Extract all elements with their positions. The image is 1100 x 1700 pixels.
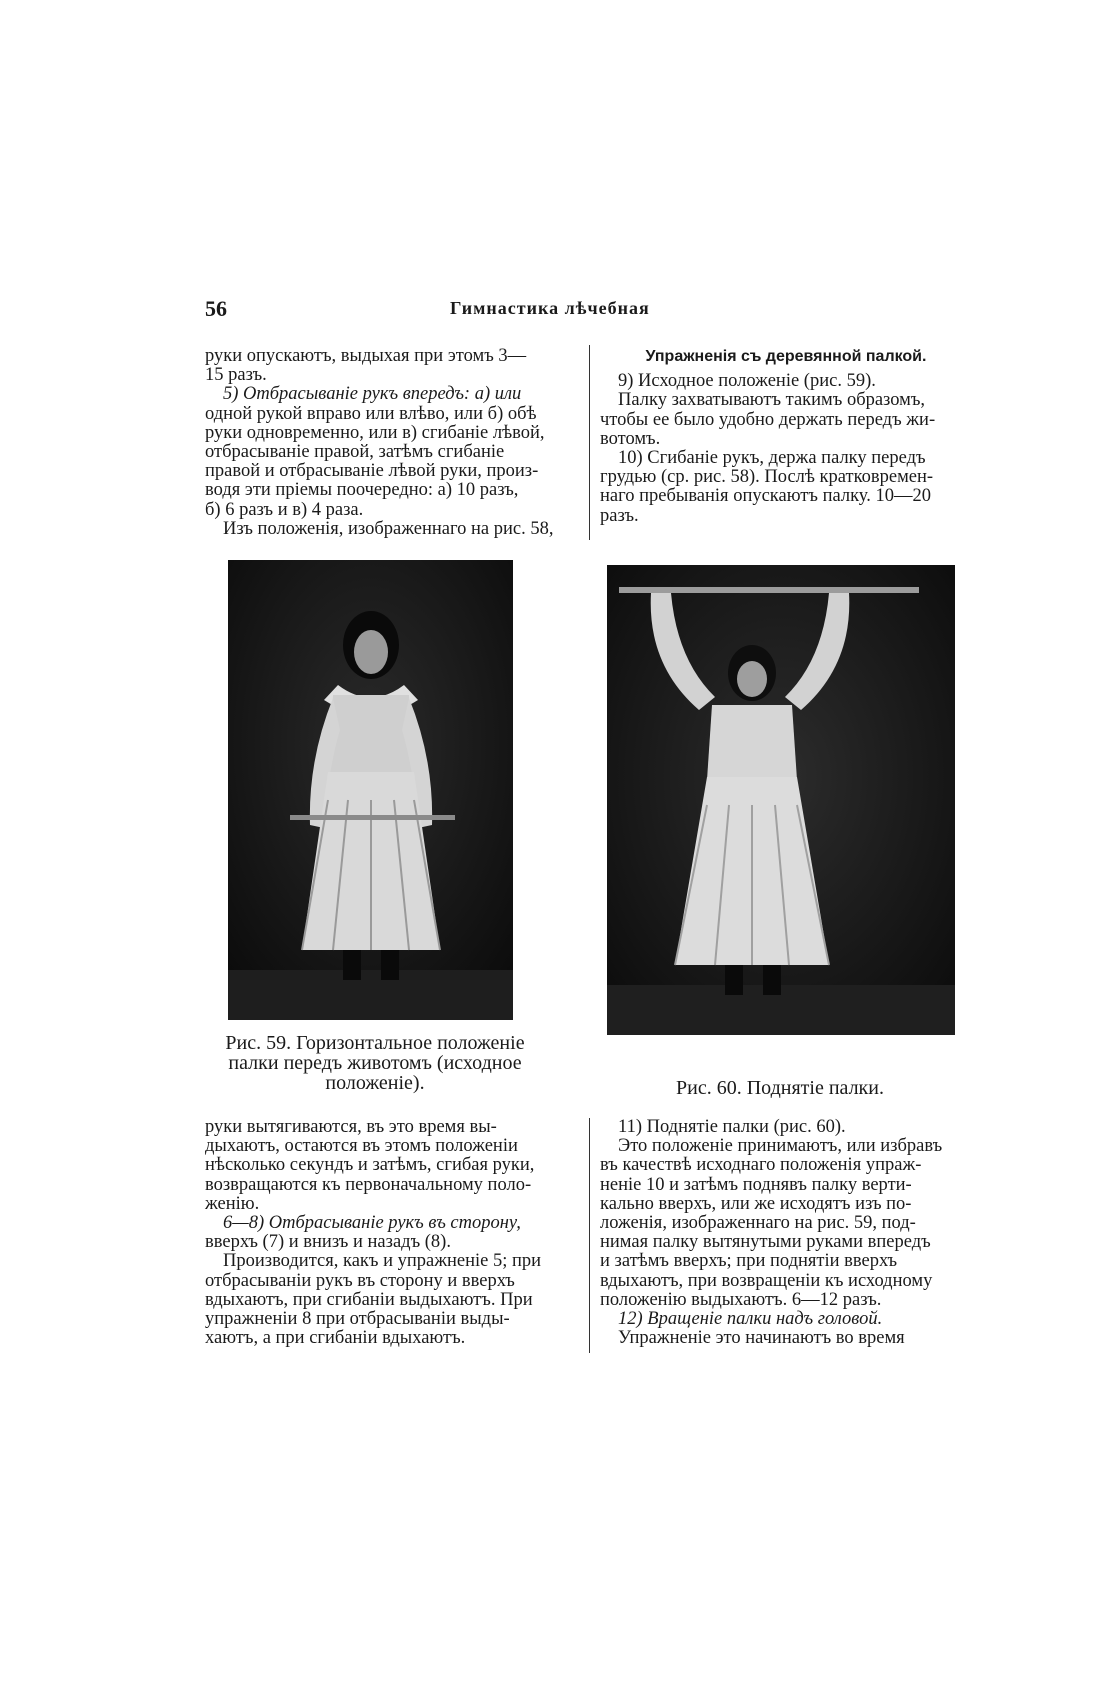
left-column-bottom <box>205 1118 580 1348</box>
text-line: въ качествѣ исходнаго положенія упраж- <box>600 1155 922 1176</box>
text-line: вдыхаютъ, при сгибаніи выдыхаютъ. При <box>205 1289 533 1310</box>
text-line: отбрасываніи рукъ въ сторону и вверхъ <box>205 1270 515 1291</box>
right-column-top <box>600 347 972 526</box>
text-line: руки одновременно, или в) сгибаніе лѣвой, <box>205 422 545 443</box>
text-line: 5) Отбрасываніе рукъ впередъ: а) или <box>223 384 522 405</box>
text-line: правой и отбрасываніе лѣвой руки, произ- <box>205 461 539 482</box>
text-line: ложенія, изображеннаго на рис. 59, под- <box>600 1213 916 1234</box>
text-line: нимая палку вытянутыми руками впередъ <box>600 1232 931 1253</box>
text-line: 10) Сгибаніе рукъ, держа палку передъ <box>618 448 926 469</box>
text-line: возвращаются къ первоначальному поло- <box>205 1174 532 1195</box>
right-column-bottom <box>600 1118 972 1348</box>
text-line: положенію выдыхаютъ. 6—12 разъ. <box>600 1289 882 1310</box>
text-line: Палку захватываютъ такимъ образомъ, <box>618 390 926 411</box>
text-line: отбрасываніе правой, затѣмъ сгибаніе <box>205 442 505 463</box>
text-line: 9) Исходное положеніе (рис. 59). <box>618 371 876 392</box>
text-line: грудью (ср. рис. 58). Послѣ кратковремен- <box>600 467 934 488</box>
text-line: неніе 10 и затѣмъ поднявъ палку верти- <box>600 1174 912 1195</box>
figure-60-photo <box>607 565 955 1035</box>
text-line: вдыхаютъ, при возвращеніи къ исходному <box>600 1270 933 1291</box>
text-line: 6—8) Отбрасываніе рукъ въ сторону, <box>223 1213 521 1234</box>
caption-line: положеніе). <box>325 1072 425 1094</box>
text-line: чтобы ее было удобно держать передъ жи- <box>600 409 936 430</box>
text-line: 15 разъ. <box>205 365 267 386</box>
text-line: водя эти пріемы поочередно: а) 10 разъ, <box>205 480 519 501</box>
text-line: дыхаютъ, остаются въ этомъ положеніи <box>205 1136 518 1157</box>
page-number: 56 <box>205 296 227 321</box>
figure-59-photo <box>228 560 513 1020</box>
figure-60-caption: Рис. 60. Поднятіе палки. <box>676 1077 884 1099</box>
text-line: упражненіи 8 при отбрасываніи выды- <box>205 1309 510 1330</box>
text-line: 11) Поднятіе палки (рис. 60). <box>618 1117 846 1137</box>
text-line: одной рукой вправо или влѣво, или б) обѣ <box>205 403 537 424</box>
column-divider-bottom <box>589 1118 590 1353</box>
text-line: б) 6 разъ и в) 4 раза. <box>205 499 364 520</box>
column-divider-top <box>589 345 590 540</box>
text-line: кально вверхъ, или же исходятъ изъ по- <box>600 1193 912 1214</box>
text-line: руки опускаютъ, выдыхая при этомъ 3— <box>205 346 527 366</box>
left-column-top <box>205 347 580 539</box>
text-line: женію. <box>205 1193 260 1214</box>
text-line: разъ. <box>600 505 639 526</box>
text-line: 12) Вращеніе палки надъ головой. <box>618 1309 883 1330</box>
girl-raising-stick-overhead-illustration <box>607 565 955 1035</box>
section-subheading: Упражненія съ деревянной палкой. <box>645 348 927 365</box>
caption-line: палки передъ животомъ (исходное <box>228 1052 522 1074</box>
text-line: Упражненіе это начинаютъ во время <box>618 1328 905 1349</box>
text-line: Изъ положенія, изображеннаго на рис. 58, <box>223 518 554 539</box>
running-header <box>205 296 925 326</box>
text-line: вотомъ. <box>600 428 661 449</box>
girl-holding-stick-at-waist-illustration <box>228 560 513 1020</box>
text-line: Производится, какъ и упражненіе 5; при <box>223 1251 542 1272</box>
text-line: Это положеніе принимаютъ, или избравъ <box>618 1136 943 1157</box>
running-title: Гимнастика лѣчебная <box>450 298 650 318</box>
text-line: вверхъ (7) и внизъ и назадъ (8). <box>205 1232 451 1253</box>
text-line: и затѣмъ вверхъ; при поднятіи вверхъ <box>600 1251 898 1272</box>
text-line: руки вытягиваются, въ это время вы- <box>205 1117 497 1137</box>
caption-line: Рис. 59. Горизонтальное положеніе <box>225 1032 525 1054</box>
text-line: наго пребыванія опускаютъ палку. 10—20 <box>600 486 931 507</box>
figure-59-caption <box>205 1033 545 1093</box>
text-line: хаютъ, а при сгибаніи вдыхаютъ. <box>205 1328 466 1349</box>
text-line: нѣсколько секундъ и затѣмъ, сгибая руки, <box>205 1155 535 1176</box>
